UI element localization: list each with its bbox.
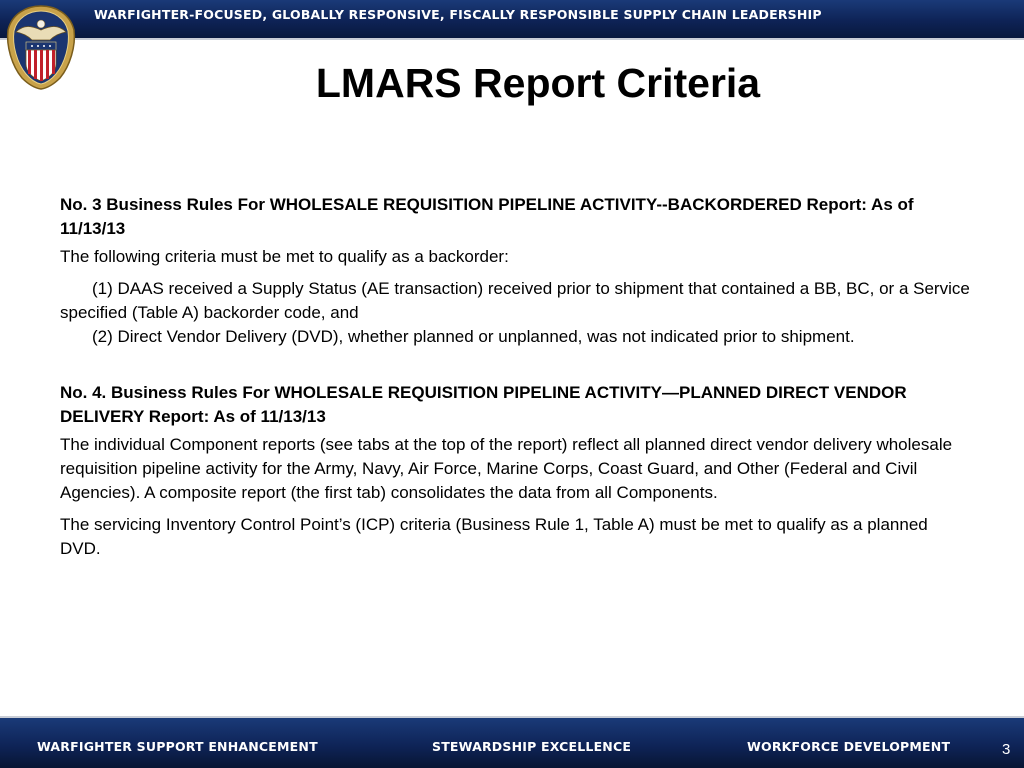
section-3-heading: No. 3 Business Rules For WHOLESALE REQUISITION PIPELINE ACTIVITY--BACKORDERED Report: As of 11/13/13	[60, 195, 914, 238]
section-gap	[60, 349, 972, 381]
page-number: 3	[1002, 741, 1011, 758]
section-3-criterion-2-text: (2) Direct Vendor Delivery (DVD), whether planned or unplanned, was not indicated prior to shipment.	[92, 327, 855, 346]
section-4-heading: No. 4. Business Rules For WHOLESALE REQUISITION PIPELINE ACTIVITY—PLANNED DIRECT VENDOR DELIVERY Report: As of 11/13/13	[60, 383, 907, 426]
footer-stewardship: STEWARDSHIP EXCELLENCE	[432, 739, 632, 754]
section-3-criterion-1-text: (1) DAAS received a Supply Status (AE transaction) received prior to shipment that contained a BB, BC, or a Service specified (Table A) backorder code, and	[60, 279, 970, 322]
footer-warfighter-support: WARFIGHTER SUPPORT ENHANCEMENT	[37, 739, 318, 754]
content-body	[60, 193, 972, 569]
footer-workforce-development: WORKFORCE DEVELOPMENT	[747, 739, 951, 754]
slide-title: LMARS Report Criteria	[315, 60, 761, 106]
top-banner	[0, 0, 1024, 40]
top-banner-text: WARFIGHTER-FOCUSED, GLOBALLY RESPONSIVE, FISCALLY RESPONSIBLE SUPPLY CHAIN LEADERSHIP	[94, 7, 822, 22]
section-3-criterion-1	[60, 277, 972, 325]
bottom-banner	[0, 716, 1024, 768]
section-4-paragraph-1: The individual Component reports (see tabs at the top of the report) reflect all planned direct vendor delivery wholesale requisition pipeline activity for the Army, Navy, Air Force, Marine Corps, Coast Guard, and Other (Federal and Civil Agencies). A composite report (the first tab) consolidates the data from all Components.	[60, 435, 953, 502]
section-3-intro: The following criteria must be met to qualify as a backorder:	[60, 247, 509, 266]
section-3-criterion-2	[60, 325, 972, 349]
section-4-paragraph-2: The servicing Inventory Control Point’s (ICP) criteria (Business Rule 1, Table A) must be met to qualify as a planned DVD.	[60, 515, 928, 558]
